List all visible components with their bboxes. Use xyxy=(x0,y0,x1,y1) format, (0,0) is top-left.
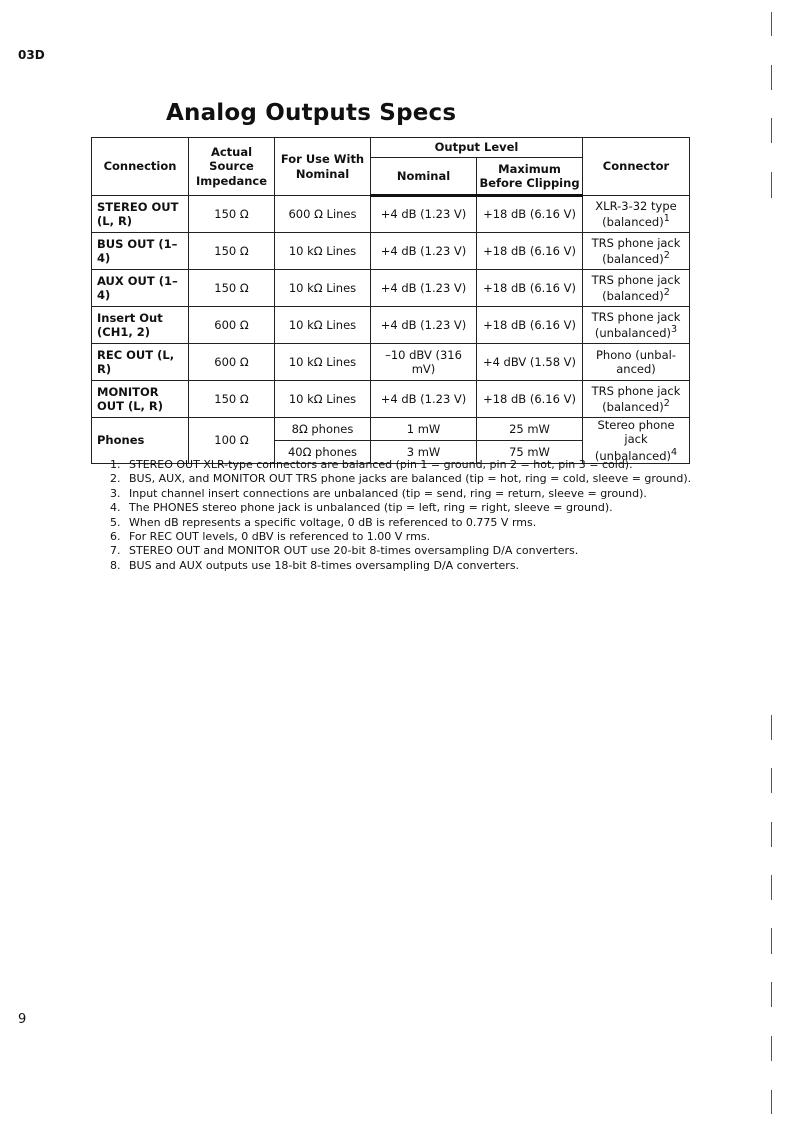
header-output-level: Output Level xyxy=(371,138,583,158)
cell-maximum: +18 dB (6.16 V) xyxy=(477,307,583,344)
cell-connection: AUX OUT (1–4) xyxy=(92,270,189,307)
scan-edge-mark xyxy=(771,118,772,143)
cell-maximum: +18 dB (6.16 V) xyxy=(477,196,583,233)
scan-edge-mark xyxy=(771,12,772,36)
footnote-ref: 1 xyxy=(663,213,670,225)
connector-text: TRS phone jack (unbalanced) xyxy=(591,309,681,340)
table-row xyxy=(92,344,690,381)
footnote-text: Input channel insert connections are unbalanced (tip = send, ring = return, sleeve = ground). xyxy=(129,486,647,500)
scan-edge-mark xyxy=(771,65,772,90)
footnote-number: 5. xyxy=(110,515,121,529)
cell-use-with: 600 Ω Lines xyxy=(275,196,371,233)
cell-maximum: +18 dB (6.16 V) xyxy=(477,381,583,418)
cell-connector xyxy=(583,418,690,464)
footnote-number: 1. xyxy=(110,458,121,471)
header-nominal: Nominal xyxy=(371,158,477,196)
footnote-ref: 2 xyxy=(663,398,670,410)
cell-nominal: 1 mW xyxy=(371,418,477,441)
cell-connection: STEREO OUT (L, R) xyxy=(92,196,189,233)
scan-edge-mark xyxy=(771,715,772,740)
connector-text: Stereo phone jack (unbalanced) xyxy=(594,418,675,463)
cell-nominal: +4 dB (1.23 V) xyxy=(371,270,477,307)
cell-nominal: 3 mW xyxy=(371,440,477,463)
scan-edge-mark xyxy=(771,822,772,847)
page-title: Analog Outputs Specs xyxy=(166,100,457,126)
header-use-with: For Use With Nominal xyxy=(275,138,371,196)
cell-use-with: 10 kΩ Lines xyxy=(275,270,371,307)
scan-edge-mark xyxy=(771,982,772,1007)
cell-nominal: +4 dB (1.23 V) xyxy=(371,307,477,344)
connector-text: Phono (unbal-anced) xyxy=(596,347,676,376)
footnote xyxy=(110,472,691,486)
footnote-number: 7. xyxy=(110,544,121,558)
footnote-number: 2. xyxy=(110,472,121,486)
connector-text: XLR-3-32 type (balanced) xyxy=(595,198,677,229)
footnote xyxy=(110,487,691,501)
cell-connector xyxy=(583,270,690,307)
cell-connector xyxy=(583,196,690,233)
cell-nominal: +4 dB (1.23 V) xyxy=(371,381,477,418)
table-row xyxy=(92,233,690,270)
page-number: 9 xyxy=(18,1012,27,1027)
cell-use-with: 10 kΩ Lines xyxy=(275,307,371,344)
table-row xyxy=(92,307,690,344)
scan-edge-mark xyxy=(771,1036,772,1061)
footnote xyxy=(110,559,691,573)
cell-nominal: +4 dB (1.23 V) xyxy=(371,233,477,270)
cell-impedance: 150 Ω xyxy=(189,196,275,233)
cell-connection: REC OUT (L, R) xyxy=(92,344,189,381)
footnote xyxy=(110,458,691,472)
footnote-ref: 4 xyxy=(671,446,678,458)
footnote-ref: 2 xyxy=(663,287,670,299)
cell-connector xyxy=(583,381,690,418)
analog-outputs-table xyxy=(91,137,690,464)
cell-nominal: +4 dB (1.23 V) xyxy=(371,196,477,233)
footnote-text: STEREO OUT XLR-type connectors are balanced (pin 1 = ground, pin 2 = hot, pin 3 = cold). xyxy=(129,458,633,471)
header-connector: Connector xyxy=(583,138,690,196)
footnote xyxy=(110,530,691,544)
header-maximum: Maximum Before Clipping xyxy=(477,158,583,196)
footnote-number: 8. xyxy=(110,558,121,572)
cell-maximum: +4 dBV (1.58 V) xyxy=(477,344,583,381)
cell-impedance: 600 Ω xyxy=(189,344,275,381)
table-row xyxy=(92,381,690,418)
scan-edge-mark xyxy=(771,172,772,198)
cell-maximum: +18 dB (6.16 V) xyxy=(477,270,583,307)
scan-edge-mark xyxy=(771,768,772,793)
footnotes-list xyxy=(110,458,691,573)
cell-use-with: 10 kΩ Lines xyxy=(275,233,371,270)
cell-use-with: 10 kΩ Lines xyxy=(275,381,371,418)
scan-edge-mark xyxy=(771,928,772,954)
cell-impedance: 150 Ω xyxy=(189,381,275,418)
cell-use-with: 8Ω phones xyxy=(275,418,371,441)
cell-connector xyxy=(583,307,690,344)
cell-impedance: 600 Ω xyxy=(189,307,275,344)
header-connection: Connection xyxy=(92,138,189,196)
table-row xyxy=(92,270,690,307)
cell-use-with: 40Ω phones xyxy=(275,440,371,463)
footnote-text: BUS and AUX outputs use 18-bit 8-times oversampling D/A converters. xyxy=(129,558,520,572)
connector-text: TRS phone jack (balanced) xyxy=(591,383,681,414)
cell-connector xyxy=(583,344,690,381)
cell-nominal: –10 dBV (316 mV) xyxy=(371,344,477,381)
connector-text: TRS phone jack (balanced) xyxy=(591,272,681,303)
cell-connector xyxy=(583,233,690,270)
scan-edge-mark xyxy=(771,875,772,900)
table-row xyxy=(92,196,690,233)
cell-connection: BUS OUT (1–4) xyxy=(92,233,189,270)
cell-maximum: 75 mW xyxy=(477,440,583,463)
cell-impedance: 150 Ω xyxy=(189,233,275,270)
footnote-ref: 2 xyxy=(663,250,670,262)
connector-text: TRS phone jack (balanced) xyxy=(591,235,681,266)
cell-connection: MONITOR OUT (L, R) xyxy=(92,381,189,418)
footnote-ref: 3 xyxy=(671,324,678,336)
cell-impedance: 150 Ω xyxy=(189,270,275,307)
cell-impedance: 100 Ω xyxy=(189,418,275,464)
footnote xyxy=(110,501,691,515)
footnote-number: 3. xyxy=(110,486,121,500)
cell-use-with: 10 kΩ Lines xyxy=(275,344,371,381)
document-code: 03D xyxy=(18,48,45,62)
footnote-text: When dB represents a specific voltage, 0 dB is referenced to 0.775 V rms. xyxy=(129,515,537,529)
cell-maximum: +18 dB (6.16 V) xyxy=(477,233,583,270)
cell-connection: Phones xyxy=(92,418,189,464)
footnote-text: The PHONES stereo phone jack is unbalanced (tip = left, ring = right, sleeve = ground). xyxy=(129,501,613,515)
footnote-number: 4. xyxy=(110,501,121,515)
footnote-number: 6. xyxy=(110,530,121,544)
table-row-phones xyxy=(92,418,690,441)
scan-edge-mark xyxy=(771,1090,772,1114)
footnote-text: BUS, AUX, and MONITOR OUT TRS phone jacks are balanced (tip = hot, ring = cold, sleeve = ground). xyxy=(129,472,692,486)
footnote xyxy=(110,544,691,558)
header-impedance: Actual Source Impedance xyxy=(189,138,275,196)
cell-maximum: 25 mW xyxy=(477,418,583,441)
cell-connection: Insert Out (CH1, 2) xyxy=(92,307,189,344)
footnote xyxy=(110,516,691,530)
footnote-text: STEREO OUT and MONITOR OUT use 20-bit 8-times oversampling D/A converters. xyxy=(129,544,579,558)
footnote-text: For REC OUT levels, 0 dBV is referenced to 1.00 V rms. xyxy=(129,530,431,544)
